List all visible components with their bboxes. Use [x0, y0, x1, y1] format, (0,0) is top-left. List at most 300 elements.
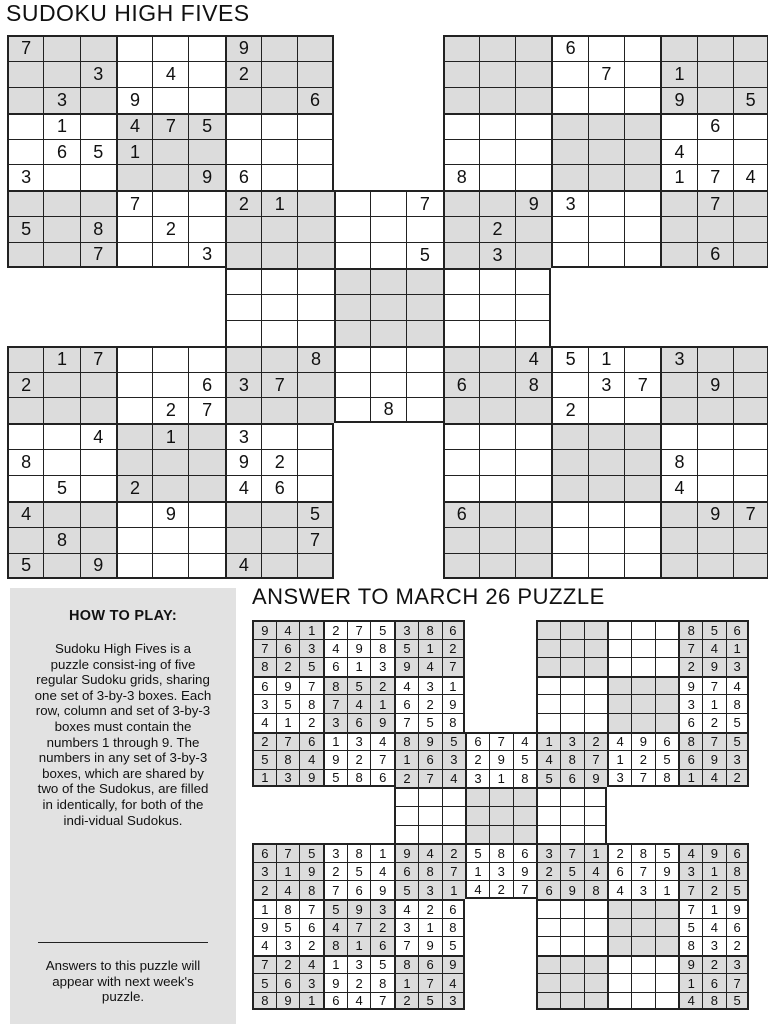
puzzle-cell[interactable]: [152, 190, 188, 216]
puzzle-cell[interactable]: [697, 397, 733, 423]
puzzle-cell[interactable]: [116, 527, 152, 553]
puzzle-cell[interactable]: [660, 242, 696, 268]
puzzle-cell[interactable]: [225, 346, 261, 372]
puzzle-cell[interactable]: [515, 320, 551, 346]
puzzle-cell[interactable]: [624, 346, 660, 372]
puzzle-cell[interactable]: [588, 553, 624, 579]
puzzle-cell[interactable]: [479, 87, 515, 113]
puzzle-cell[interactable]: [225, 139, 261, 165]
puzzle-cell[interactable]: 5: [733, 87, 768, 113]
puzzle-cell[interactable]: [588, 475, 624, 501]
puzzle-cell[interactable]: [697, 449, 733, 475]
puzzle-cell[interactable]: [334, 216, 370, 242]
puzzle-cell[interactable]: [80, 372, 116, 398]
puzzle-cell[interactable]: 2: [479, 216, 515, 242]
puzzle-cell[interactable]: [479, 372, 515, 398]
puzzle-cell[interactable]: [406, 294, 442, 320]
puzzle-cell[interactable]: [515, 113, 551, 139]
puzzle-cell[interactable]: [261, 113, 297, 139]
puzzle-cell[interactable]: [624, 190, 660, 216]
puzzle-cell[interactable]: 9: [80, 553, 116, 579]
puzzle-cell[interactable]: [443, 397, 479, 423]
puzzle-cell[interactable]: [334, 268, 370, 294]
puzzle-cell[interactable]: [551, 423, 587, 449]
puzzle-cell[interactable]: [733, 527, 768, 553]
puzzle-cell[interactable]: [660, 423, 696, 449]
puzzle-cell[interactable]: 3: [660, 346, 696, 372]
puzzle-cell[interactable]: [515, 242, 551, 268]
puzzle-cell[interactable]: [660, 35, 696, 61]
puzzle-cell[interactable]: [370, 346, 406, 372]
puzzle-cell[interactable]: [479, 449, 515, 475]
puzzle-cell[interactable]: 2: [152, 397, 188, 423]
puzzle-cell[interactable]: [188, 423, 224, 449]
puzzle-cell[interactable]: [261, 139, 297, 165]
puzzle-cell[interactable]: [515, 501, 551, 527]
puzzle-cell[interactable]: 3: [588, 372, 624, 398]
puzzle-cell[interactable]: 9: [188, 164, 224, 190]
puzzle-cell[interactable]: [660, 113, 696, 139]
puzzle-cell[interactable]: [479, 423, 515, 449]
puzzle-cell[interactable]: [551, 61, 587, 87]
puzzle-cell[interactable]: 4: [660, 475, 696, 501]
puzzle-cell[interactable]: [733, 190, 768, 216]
puzzle-cell[interactable]: 8: [80, 216, 116, 242]
puzzle-cell[interactable]: [297, 268, 333, 294]
puzzle-cell[interactable]: [80, 35, 116, 61]
puzzle-cell[interactable]: [261, 242, 297, 268]
puzzle-cell[interactable]: [297, 449, 333, 475]
puzzle-cell[interactable]: [152, 527, 188, 553]
puzzle-cell[interactable]: 2: [116, 475, 152, 501]
puzzle-cell[interactable]: [334, 397, 370, 423]
puzzle-cell[interactable]: [43, 397, 79, 423]
puzzle-cell[interactable]: 4: [80, 423, 116, 449]
puzzle-cell[interactable]: [443, 527, 479, 553]
puzzle-cell[interactable]: [588, 449, 624, 475]
puzzle-cell[interactable]: [261, 320, 297, 346]
puzzle-cell[interactable]: 6: [443, 372, 479, 398]
puzzle-cell[interactable]: [697, 216, 733, 242]
puzzle-cell[interactable]: [225, 397, 261, 423]
puzzle-cell[interactable]: [697, 87, 733, 113]
puzzle-cell[interactable]: [624, 449, 660, 475]
puzzle-cell[interactable]: [515, 61, 551, 87]
puzzle-cell[interactable]: 6: [697, 113, 733, 139]
puzzle-cell[interactable]: [116, 242, 152, 268]
puzzle-cell[interactable]: [660, 372, 696, 398]
puzzle-cell[interactable]: [188, 501, 224, 527]
puzzle-cell[interactable]: 6: [697, 242, 733, 268]
puzzle-cell[interactable]: [551, 475, 587, 501]
puzzle-cell[interactable]: [551, 553, 587, 579]
puzzle-cell[interactable]: [297, 397, 333, 423]
puzzle-cell[interactable]: 7: [80, 346, 116, 372]
puzzle-cell[interactable]: [515, 553, 551, 579]
puzzle-cell[interactable]: 7: [80, 242, 116, 268]
puzzle-cell[interactable]: [733, 139, 768, 165]
puzzle-cell[interactable]: 4: [515, 346, 551, 372]
puzzle-cell[interactable]: [588, 423, 624, 449]
puzzle-cell[interactable]: [152, 139, 188, 165]
puzzle-cell[interactable]: 1: [43, 113, 79, 139]
puzzle-cell[interactable]: [551, 113, 587, 139]
puzzle-cell[interactable]: [479, 164, 515, 190]
puzzle-cell[interactable]: 7: [406, 190, 442, 216]
puzzle-cell[interactable]: 3: [551, 190, 587, 216]
puzzle-cell[interactable]: 8: [297, 346, 333, 372]
puzzle-cell[interactable]: 6: [188, 372, 224, 398]
puzzle-cell[interactable]: 7: [152, 113, 188, 139]
puzzle-cell[interactable]: [152, 372, 188, 398]
puzzle-cell[interactable]: [660, 553, 696, 579]
puzzle-cell[interactable]: 8: [7, 449, 43, 475]
puzzle-cell[interactable]: 4: [116, 113, 152, 139]
puzzle-cell[interactable]: [479, 320, 515, 346]
puzzle-cell[interactable]: [697, 423, 733, 449]
puzzle-cell[interactable]: 4: [225, 475, 261, 501]
puzzle-cell[interactable]: 4: [7, 501, 43, 527]
puzzle-cell[interactable]: [479, 475, 515, 501]
puzzle-cell[interactable]: 1: [261, 190, 297, 216]
puzzle-cell[interactable]: [624, 61, 660, 87]
puzzle-cell[interactable]: [152, 449, 188, 475]
puzzle-cell[interactable]: [733, 397, 768, 423]
puzzle-cell[interactable]: [443, 139, 479, 165]
puzzle-cell[interactable]: [80, 475, 116, 501]
puzzle-cell[interactable]: [697, 346, 733, 372]
puzzle-cell[interactable]: [697, 139, 733, 165]
puzzle-cell[interactable]: [261, 294, 297, 320]
puzzle-cell[interactable]: [43, 164, 79, 190]
puzzle-cell[interactable]: [588, 113, 624, 139]
puzzle-cell[interactable]: 9: [116, 87, 152, 113]
puzzle-cell[interactable]: [225, 113, 261, 139]
puzzle-cell[interactable]: [116, 501, 152, 527]
puzzle-cell[interactable]: [733, 61, 768, 87]
puzzle-cell[interactable]: [588, 216, 624, 242]
puzzle-cell[interactable]: 8: [443, 164, 479, 190]
puzzle-cell[interactable]: 1: [660, 61, 696, 87]
puzzle-cell[interactable]: [188, 35, 224, 61]
puzzle-cell[interactable]: [588, 139, 624, 165]
puzzle-cell[interactable]: [660, 190, 696, 216]
puzzle-cell[interactable]: [479, 553, 515, 579]
puzzle-cell[interactable]: 1: [43, 346, 79, 372]
puzzle-cell[interactable]: [588, 164, 624, 190]
puzzle-cell[interactable]: [188, 216, 224, 242]
puzzle-cell[interactable]: [297, 164, 333, 190]
puzzle-cell[interactable]: [443, 268, 479, 294]
puzzle-cell[interactable]: [479, 190, 515, 216]
puzzle-cell[interactable]: [624, 475, 660, 501]
puzzle-cell[interactable]: [624, 527, 660, 553]
puzzle-cell[interactable]: [261, 61, 297, 87]
puzzle-cell[interactable]: [733, 475, 768, 501]
puzzle-cell[interactable]: 8: [370, 397, 406, 423]
puzzle-cell[interactable]: [370, 216, 406, 242]
puzzle-cell[interactable]: 3: [225, 423, 261, 449]
puzzle-cell[interactable]: [551, 242, 587, 268]
puzzle-cell[interactable]: [479, 294, 515, 320]
puzzle-cell[interactable]: [443, 61, 479, 87]
puzzle-cell[interactable]: 6: [225, 164, 261, 190]
puzzle-cell[interactable]: [7, 346, 43, 372]
puzzle-cell[interactable]: [406, 397, 442, 423]
puzzle-cell[interactable]: [225, 501, 261, 527]
puzzle-cell[interactable]: [370, 242, 406, 268]
puzzle-cell[interactable]: 1: [116, 139, 152, 165]
puzzle-cell[interactable]: [479, 35, 515, 61]
puzzle-cell[interactable]: [7, 61, 43, 87]
puzzle-cell[interactable]: [479, 268, 515, 294]
puzzle-cell[interactable]: [443, 294, 479, 320]
puzzle-cell[interactable]: [43, 190, 79, 216]
puzzle-cell[interactable]: [188, 527, 224, 553]
puzzle-cell[interactable]: 7: [733, 501, 768, 527]
puzzle-cell[interactable]: 9: [515, 190, 551, 216]
puzzle-cell[interactable]: 6: [297, 87, 333, 113]
puzzle-cell[interactable]: [261, 553, 297, 579]
puzzle-cell[interactable]: [80, 527, 116, 553]
puzzle-cell[interactable]: [551, 372, 587, 398]
puzzle-cell[interactable]: [624, 216, 660, 242]
puzzle-cell[interactable]: 3: [188, 242, 224, 268]
puzzle-cell[interactable]: [406, 372, 442, 398]
puzzle-cell[interactable]: 2: [7, 372, 43, 398]
puzzle-cell[interactable]: [225, 320, 261, 346]
puzzle-cell[interactable]: [624, 397, 660, 423]
puzzle-cell[interactable]: 7: [297, 527, 333, 553]
puzzle-cell[interactable]: 8: [515, 372, 551, 398]
puzzle-cell[interactable]: [116, 35, 152, 61]
puzzle-cell[interactable]: 7: [624, 372, 660, 398]
puzzle-cell[interactable]: [624, 423, 660, 449]
puzzle-cell[interactable]: [43, 372, 79, 398]
puzzle-cell[interactable]: 5: [297, 501, 333, 527]
puzzle-cell[interactable]: [479, 346, 515, 372]
puzzle-cell[interactable]: [188, 61, 224, 87]
puzzle-cell[interactable]: [733, 216, 768, 242]
puzzle-cell[interactable]: 7: [7, 35, 43, 61]
puzzle-cell[interactable]: [43, 35, 79, 61]
puzzle-cell[interactable]: [297, 190, 333, 216]
puzzle-cell[interactable]: [80, 164, 116, 190]
puzzle-cell[interactable]: 9: [660, 87, 696, 113]
puzzle-cell[interactable]: [80, 501, 116, 527]
puzzle-cell[interactable]: [660, 501, 696, 527]
puzzle-cell[interactable]: [733, 449, 768, 475]
puzzle-cell[interactable]: [515, 216, 551, 242]
puzzle-cell[interactable]: [588, 397, 624, 423]
puzzle-cell[interactable]: [733, 35, 768, 61]
puzzle-cell[interactable]: 3: [479, 242, 515, 268]
puzzle-cell[interactable]: [152, 164, 188, 190]
puzzle-cell[interactable]: [733, 372, 768, 398]
puzzle-cell[interactable]: [297, 475, 333, 501]
puzzle-cell[interactable]: [660, 527, 696, 553]
puzzle-cell[interactable]: 5: [7, 216, 43, 242]
puzzle-cell[interactable]: 3: [7, 164, 43, 190]
puzzle-cell[interactable]: 1: [588, 346, 624, 372]
puzzle-cell[interactable]: [7, 475, 43, 501]
puzzle-cell[interactable]: [697, 527, 733, 553]
puzzle-cell[interactable]: [188, 139, 224, 165]
puzzle-cell[interactable]: [152, 346, 188, 372]
puzzle-cell[interactable]: [443, 216, 479, 242]
puzzle-cell[interactable]: [443, 475, 479, 501]
puzzle-cell[interactable]: [479, 139, 515, 165]
puzzle-cell[interactable]: [225, 87, 261, 113]
puzzle-cell[interactable]: [297, 423, 333, 449]
puzzle-cell[interactable]: [43, 216, 79, 242]
puzzle-cell[interactable]: [370, 294, 406, 320]
puzzle-cell[interactable]: [624, 242, 660, 268]
puzzle-cell[interactable]: [479, 61, 515, 87]
puzzle-cell[interactable]: [43, 501, 79, 527]
puzzle-cell[interactable]: [733, 113, 768, 139]
puzzle-cell[interactable]: [297, 242, 333, 268]
puzzle-cell[interactable]: [588, 35, 624, 61]
puzzle-cell[interactable]: 7: [697, 190, 733, 216]
puzzle-cell[interactable]: [733, 553, 768, 579]
puzzle-cell[interactable]: [697, 553, 733, 579]
puzzle-cell[interactable]: [116, 553, 152, 579]
puzzle-cell[interactable]: [515, 527, 551, 553]
puzzle-cell[interactable]: [334, 190, 370, 216]
puzzle-cell[interactable]: [551, 527, 587, 553]
puzzle-cell[interactable]: [551, 216, 587, 242]
puzzle-cell[interactable]: [43, 449, 79, 475]
puzzle-cell[interactable]: [515, 397, 551, 423]
puzzle-cell[interactable]: 7: [116, 190, 152, 216]
puzzle-cell[interactable]: [297, 553, 333, 579]
puzzle-cell[interactable]: [152, 35, 188, 61]
puzzle-cell[interactable]: [443, 553, 479, 579]
puzzle-cell[interactable]: 4: [733, 164, 768, 190]
puzzle-cell[interactable]: 3: [80, 61, 116, 87]
puzzle-cell[interactable]: [297, 113, 333, 139]
puzzle-cell[interactable]: [515, 268, 551, 294]
puzzle-cell[interactable]: 2: [551, 397, 587, 423]
puzzle-cell[interactable]: 4: [225, 553, 261, 579]
puzzle-cell[interactable]: [297, 372, 333, 398]
puzzle-cell[interactable]: [624, 164, 660, 190]
puzzle-cell[interactable]: [188, 449, 224, 475]
puzzle-cell[interactable]: 7: [588, 61, 624, 87]
puzzle-cell[interactable]: [297, 139, 333, 165]
puzzle-cell[interactable]: [660, 216, 696, 242]
puzzle-cell[interactable]: 5: [406, 242, 442, 268]
puzzle-cell[interactable]: [406, 216, 442, 242]
puzzle-cell[interactable]: [225, 527, 261, 553]
puzzle-cell[interactable]: 2: [225, 190, 261, 216]
puzzle-cell[interactable]: [660, 397, 696, 423]
puzzle-cell[interactable]: [116, 397, 152, 423]
puzzle-cell[interactable]: [551, 449, 587, 475]
puzzle-cell[interactable]: [697, 35, 733, 61]
puzzle-cell[interactable]: [443, 449, 479, 475]
puzzle-cell[interactable]: [370, 268, 406, 294]
puzzle-cell[interactable]: 5: [43, 475, 79, 501]
puzzle-cell[interactable]: [80, 449, 116, 475]
puzzle-cell[interactable]: [261, 423, 297, 449]
puzzle-cell[interactable]: [188, 553, 224, 579]
puzzle-cell[interactable]: [116, 216, 152, 242]
puzzle-cell[interactable]: [297, 294, 333, 320]
puzzle-cell[interactable]: [261, 501, 297, 527]
puzzle-cell[interactable]: [261, 268, 297, 294]
puzzle-cell[interactable]: 9: [152, 501, 188, 527]
puzzle-cell[interactable]: [188, 346, 224, 372]
puzzle-cell[interactable]: [515, 87, 551, 113]
puzzle-cell[interactable]: [261, 164, 297, 190]
puzzle-cell[interactable]: 2: [261, 449, 297, 475]
puzzle-cell[interactable]: 2: [152, 216, 188, 242]
puzzle-cell[interactable]: [116, 346, 152, 372]
puzzle-cell[interactable]: [551, 164, 587, 190]
puzzle-cell[interactable]: 3: [43, 87, 79, 113]
puzzle-cell[interactable]: [370, 372, 406, 398]
puzzle-cell[interactable]: 6: [43, 139, 79, 165]
puzzle-cell[interactable]: [297, 320, 333, 346]
puzzle-cell[interactable]: [697, 61, 733, 87]
puzzle-cell[interactable]: 8: [660, 449, 696, 475]
puzzle-cell[interactable]: 6: [551, 35, 587, 61]
puzzle-cell[interactable]: [334, 242, 370, 268]
puzzle-cell[interactable]: [116, 449, 152, 475]
puzzle-cell[interactable]: [152, 553, 188, 579]
puzzle-cell[interactable]: 1: [152, 423, 188, 449]
puzzle-cell[interactable]: [479, 113, 515, 139]
puzzle-cell[interactable]: [261, 216, 297, 242]
puzzle-cell[interactable]: [624, 139, 660, 165]
puzzle-cell[interactable]: [188, 87, 224, 113]
puzzle-cell[interactable]: [7, 139, 43, 165]
puzzle-cell[interactable]: 4: [152, 61, 188, 87]
puzzle-cell[interactable]: [7, 87, 43, 113]
puzzle-cell[interactable]: [733, 423, 768, 449]
puzzle-cell[interactable]: 4: [660, 139, 696, 165]
puzzle-cell[interactable]: [261, 527, 297, 553]
puzzle-cell[interactable]: [515, 475, 551, 501]
puzzle-cell[interactable]: [297, 61, 333, 87]
puzzle-cell[interactable]: 7: [697, 164, 733, 190]
puzzle-cell[interactable]: [261, 346, 297, 372]
puzzle-cell[interactable]: [733, 346, 768, 372]
puzzle-cell[interactable]: [152, 87, 188, 113]
puzzle-cell[interactable]: [515, 423, 551, 449]
puzzle-cell[interactable]: [152, 475, 188, 501]
puzzle-cell[interactable]: [43, 553, 79, 579]
puzzle-cell[interactable]: [406, 268, 442, 294]
puzzle-cell[interactable]: [624, 553, 660, 579]
puzzle-cell[interactable]: 6: [443, 501, 479, 527]
puzzle-cell[interactable]: [225, 242, 261, 268]
puzzle-cell[interactable]: [7, 423, 43, 449]
puzzle-cell[interactable]: [697, 475, 733, 501]
puzzle-cell[interactable]: [116, 61, 152, 87]
puzzle-cell[interactable]: [588, 527, 624, 553]
puzzle-cell[interactable]: [515, 164, 551, 190]
puzzle-cell[interactable]: [551, 139, 587, 165]
puzzle-cell[interactable]: [443, 35, 479, 61]
puzzle-cell[interactable]: 5: [7, 553, 43, 579]
puzzle-cell[interactable]: [297, 216, 333, 242]
puzzle-cell[interactable]: 2: [225, 61, 261, 87]
puzzle-cell[interactable]: [225, 216, 261, 242]
puzzle-cell[interactable]: 1: [660, 164, 696, 190]
